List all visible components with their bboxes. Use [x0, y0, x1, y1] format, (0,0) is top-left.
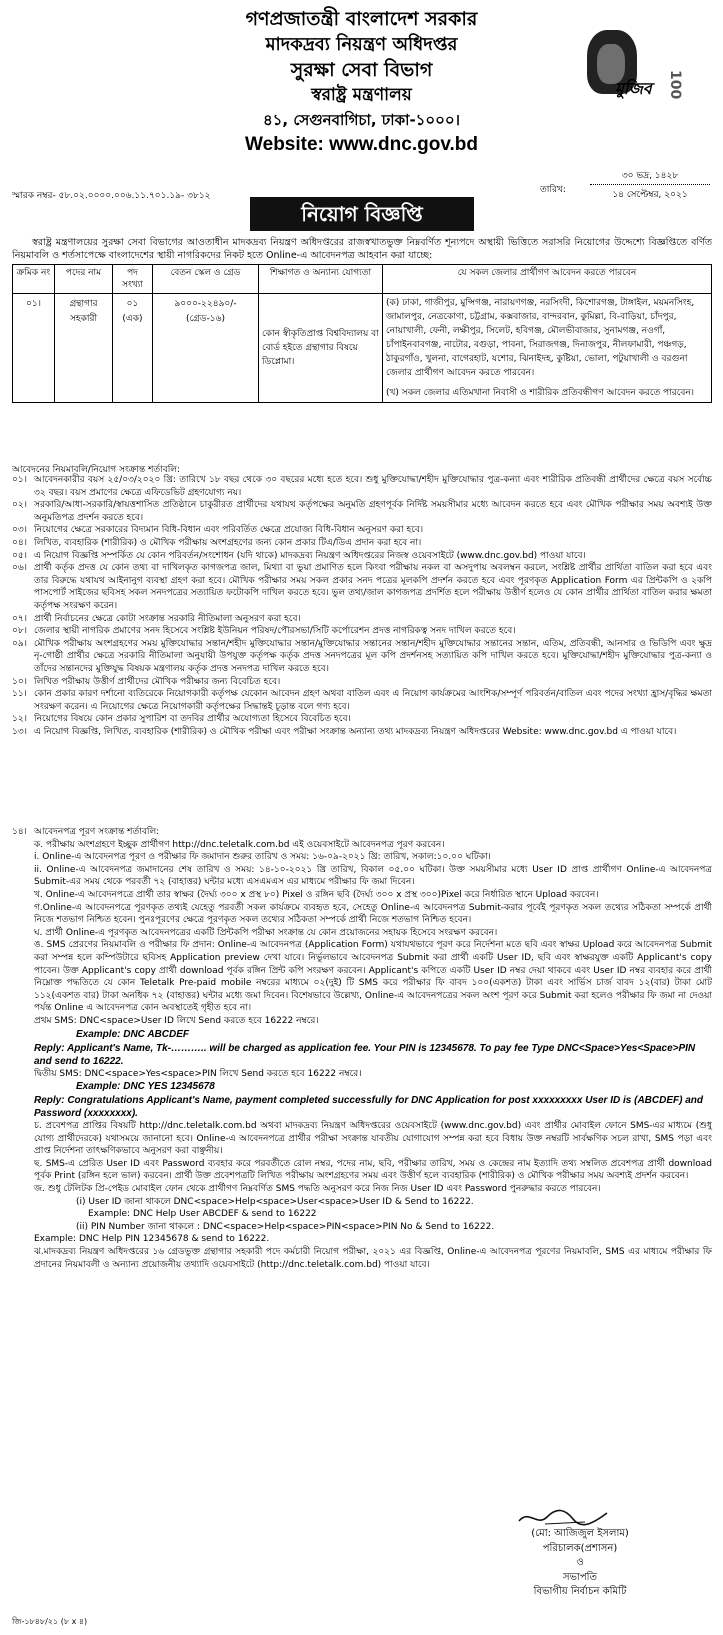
col-post: পদের নাম — [55, 265, 113, 294]
cell-serial: ০১। — [13, 294, 55, 403]
rule-item — [12, 625, 712, 638]
table-header-row — [13, 265, 712, 294]
reply-2: Reply: Congratulations Applicant's Name, payment completed successfully for DNC Application for post xxxxxxxxx User ID is (ABCDEF) and Password (xxxxxxxx). — [34, 1095, 704, 1120]
rule-item — [12, 550, 712, 563]
cell-post: গ্রন্থাগার সহকারী — [55, 294, 113, 403]
mujib-100-logo — [575, 30, 693, 112]
signatory-and: ও — [576, 1557, 584, 1568]
rule-number: ০১। — [12, 475, 27, 485]
rule-text: মৌখিক পরীক্ষায় অংশগ্রহণের সময় মুক্তিযোদ্ধার সন্তান/শহীদ মুক্তিযোদ্ধার সন্তান/মুক্তিযোদ্ধার সন্তানের সন্তান/শহীদ মুক্তিযোদ্ধার সন্তানের সন্তান, এতিম, প্রতিবন্ধী, আনসার ও ভিডিপি এবং ক্ষুদ্র নৃ-গোষ্ঠী প্রার্থীর ক্ষেত্রে সরকারি নীতিমালা অনুযায়ী উপযুক্ত কর্তৃপক্ষ কর্তৃক প্রদত্ত সনদপত্রের মূল কপি প্রদর্শনসহ সত্যায়িত কপি দাখিল করতে হবে। মুক্তিযোদ্ধা/শহীদ মুক্তিযোদ্ধার পুত্র-কন্যা ও তাঁদের সন্তানদের মুক্তিযুদ্ধ বিষয়ক মন্ত্রণালয় কর্তৃক প্রদত্ত সনদপত্র দাখিল করতে হবে। — [34, 638, 712, 674]
recovery-pin: (ii) PIN Number জানা থাকলে : DNC<space>Help<space>PIN<space>PIN No & Send to 16222. — [76, 1221, 495, 1232]
example-1: Example: DNC ABCDEF — [76, 1028, 189, 1040]
rule-item — [12, 726, 712, 739]
address: ৪১, সেগুনবাগিচা, ঢাকা-১০০০। — [262, 111, 461, 129]
instruction-ja: জ. শুধু টেলিটক প্রি-পেইড মোবাইল ফোন থেকে প্রার্থীগণ নিম্নবর্ণিত SMS পদ্ধতি অনুসরণ করে নিজ নিজ User ID এবং Password পুনরুদ্ধার করতে পারবেন। — [34, 1184, 601, 1195]
instruction-chha: ছ. SMS-এ প্রেরিত User ID এবং Password ব্যবহার করে পরবর্তীতে রোল নম্বর, পদের নাম, ছবি, পরীক্ষার তারিখ, সময় ও কেন্দ্রের নাম ইত্যাদি তথ্য সম্বলিত প্রবেশপত্র প্রার্থী download পূর্বক Print (রঙ্গিন হলে ভাল) করবেন। প্রার্থী উক্ত প্রবেশপত্রটি লিখিত পরীক্ষায় অংশগ্রহণের সময় এবং উত্তীর্ণ হলে ব্যবহারিক (শারীরিক) ও মৌখিক পরীক্ষার সময় অবশ্যই প্রদর্শন করবেন। — [34, 1158, 712, 1182]
ministry-name: স্বরাষ্ট্র মন্ত্রণালয় — [311, 85, 412, 105]
rule-text: নিয়োগের ক্ষেত্রে সরকারের বিদ্যমান বিধি-বিধান এবং পরিবর্তিত ক্ষেত্রে প্রযোজ্য বিধি-বিধান অনুসরণ করা হবে। — [34, 525, 424, 536]
rule-item — [12, 562, 712, 612]
print-code: জি-১৮৪৮/২১ (৮ x ৪) — [12, 1617, 88, 1626]
rule-text: প্রার্থী নির্বাচনের ক্ষেত্রে কোটা সংক্রান্ত সরকারি নীতিমালা অনুসরণ করা হবে। — [34, 613, 301, 624]
instruction-ka: ক. পরীক্ষায় অংশগ্রহণে ইচ্ছুক প্রার্থীগণ http://dnc.teletalk.com.bd এই ওয়েবসাইটে আবেদনপত্র পূরণ করবেন। — [34, 839, 445, 850]
rule-number: ১৪। — [12, 827, 27, 837]
cell-districts — [383, 294, 712, 403]
application-instructions — [12, 826, 712, 1271]
website: Website: www.dnc.gov.bd — [245, 134, 478, 155]
signature-mark — [515, 1505, 611, 1529]
rule-number: ০২। — [12, 500, 27, 511]
signatory-name: (মো: আজিজুল ইসলাম) — [531, 1528, 629, 1539]
date-label: তারিখ: — [540, 185, 566, 195]
recovery-user-id-example: Example: DNC Help User ABCDEF & send to 16222 — [88, 1209, 317, 1220]
rule-item — [12, 537, 712, 550]
intro-paragraph: স্বরাষ্ট্র মন্ত্রণালয়ের সুরক্ষা সেবা বিভাগের আওতাধীন মাদকদ্রব্য নিয়ন্ত্রণ অধিদপ্তরের রাজস্বখাতভুক্ত নিম্নবর্ণিত শূন্যপদে অস্থায়ী ভিত্তিতে সরাসরি নিয়োগের উদ্দেশ্যে বিজ্ঞপ্তিতে বর্ণিত নিয়মাবলি ও শর্তসাপেক্ষে বাংলাদেশের স্থায়ী নাগরিকদের নিকট হতে Online-এ আবেদনপত্র আহবান করা যাচ্ছে: — [12, 237, 712, 261]
sec14-heading-row — [12, 826, 712, 839]
rule-item — [12, 688, 712, 713]
signatory-designation: পরিচালক(প্রশাসন) — [542, 1542, 618, 1554]
rule-text: জেলার স্থায়ী নাগরিক প্রমাণের সনদ হিসেবে সংশ্লিষ্ট ইউনিয়ন পরিষদ/পৌরসভা/সিটি কর্পোরেশন প্রদত্ত নাগরিকত্ব সনদ দাখিল করতে হবে। — [34, 626, 516, 637]
date-english: ১৪ সেপ্টেম্বর, ২০২১ — [612, 190, 688, 200]
instruction-i: i. Online-এ আবেদনপত্র পূরণ ও পরীক্ষার ফি জমাদান শুরুর তারিখ ও সময়: ১৬-০৯-২০২১ খ্রি: তারিখ, সকাল:১০.০০ ঘটিকা। — [34, 852, 491, 863]
rule-item — [12, 499, 712, 524]
rule-number: ১১। — [12, 689, 27, 700]
rule-number: ১২। — [12, 714, 27, 725]
notice-title: নিয়োগ বিজ্ঞপ্তি — [250, 197, 474, 231]
col-serial: ক্রমিক নং — [13, 265, 55, 294]
logo-hundred: 100 — [667, 70, 683, 100]
rule-item — [12, 613, 712, 626]
rule-number: ০৫। — [12, 550, 27, 561]
rule-number: ০৭। — [12, 613, 27, 624]
post-table — [12, 264, 712, 403]
col-districts: যে সকল জেলার প্রার্থীগণ আবেদন করতে পারবেন — [383, 265, 712, 294]
rule-text: আবেদনকারীর বয়স ২৫/০৩/২০২০ খ্রি: তারিখে ১৮ বছর থেকে ৩০ বছরের মধ্যে হতে হবে। শুধু মুক্তিযোদ্ধা/শহীদ মুক্তিযোদ্ধার পুত্র-কন্যা এবং শারীরিক প্রতিবন্ধী প্রার্থীদের ক্ষেত্রে বয়স সর্বোচ্চ ৩২ বছর। বয়স প্রমাণের ক্ষেত্রে এফিডেভিট গ্রহণযোগ্য নয়। — [34, 475, 712, 498]
rule-text: সরকারি/আধা-সরকারি/স্বায়ত্তশাসিত প্রতিষ্ঠানে চাকুরীরত প্রার্থীদের যথাযথ কর্তৃপক্ষের অনুমতি গ্রহণপূর্বক নির্দিষ্ট সময়সীমার মধ্যে আবেদন করতে হবে এবং মৌখিক পরীক্ষার সময় অবশ্যই উক্ত অনুমতিপত্র প্রদর্শন করতে হবে। — [34, 500, 712, 523]
rule-item — [12, 676, 712, 689]
table-row — [13, 294, 712, 403]
instruction-jha: ঝ.মাদকদ্রব্য নিয়ন্ত্রণ অধিদপ্তরের ১৬ গ্রেডভুক্ত গ্রন্থাগার সহকারী পদে কর্মচারী নিয়োগ পরীক্ষা, ২০২১ এর বিজ্ঞপ্তি, Online-এ আবেদনপত্র পূরণের নিয়মাবলি, SMS এর মাধ্যমে পরীক্ষার ফি প্রদানের নিয়মাবলী ও অন্যান্য প্রয়োজনীয় তথ্যাদি ওয়েবসাইটে (http://dnc.teletalk.com.bd) পাওয়া যাবে। — [34, 1247, 712, 1270]
instruction-ii: ii. Online-এ আবেদনপত্র জমাদানের শেষ তারিখ ও সময়: ১৪-১০-২০২১ খ্রি তারিখ, বিকাল ০৫.০০ ঘটিকা। উক্ত সময়সীমার মধ্যে User ID প্রাপ্ত প্রার্থীগণ Online-এ আবেদনপত্র Submit-এর সময় থেকে পরবর্তী ৭২ (বাহাত্তর) ঘন্টার মধ্যে এসএমএস এর মাধ্যমে পরীক্ষার ফি জমা দিবেন। — [34, 864, 712, 888]
example-2: Example: DNC YES 12345678 — [76, 1081, 215, 1093]
signatory-committee: বিভাগীয় নির্বাচন কমিটি — [533, 1586, 627, 1597]
sec14-heading: আবেদনপত্র পূরণ সংক্রান্ত শর্তাবলি: — [34, 827, 160, 837]
rule-number: ০৩। — [12, 525, 27, 536]
rule-text: লিখিত, ব্যবহারিক (শারীরিক) ও মৌখিক পরীক্ষায় অংশগ্রহণের জন্য কোন প্রকার টিএ/ডিএ প্রদান করা হবে না। — [34, 537, 422, 548]
memo-number: স্মারক নম্বর- ৫৮.০২.০০০০.০০৬.১১.৭০১.১৯- ৩৮১২ — [12, 191, 211, 201]
rule-text: লিখিত পরীক্ষায় উত্তীর্ণ প্রার্থীদের মৌখিক পরীক্ষার জন্য বিবেচিত হবে। — [34, 676, 281, 687]
rule-text: এ নিয়োগ বিজ্ঞপ্তি সম্পর্কিত যে কোন পরিবর্তন/সংশোধন (যদি থাকে) মাদকদ্রব্য নিয়ন্ত্রণ অধিদপ্তরের নিজস্ব ওয়েবসাইটে (www.dnc.gov.bd) পাওয়া যাবে। — [34, 550, 586, 561]
rule-text: প্রার্থী কর্তৃক প্রদত্ত যে কোন তথ্য বা দাখিলকৃত কাগজপত্র জাল, মিথ্যা বা ভুয়া প্রমাণিত হলে কিংবা পরীক্ষায় নকল বা অসদুপায় অবলম্বন করলে, সংশ্লিষ্ট প্রার্থীর প্রার্থিতা বাতিল করা হবে এবং তার বিরুদ্ধে যথাযথ আইনানুগ ব্যবস্থা গ্রহণ করা হবে। মৌখিক পরীক্ষার সময় সকল প্রকার সনদ পত্রের মূলকপি প্রদর্শন করতে হবে এবং পূরণকৃত Application Form এর প্রিন্টকপি ও ২কপি পাসপোর্ট সাইজের ছবিসহ সকল সনদপত্রের সত্যায়িত ফটোকপি দাখিল করতে হবে। ভুল তথ্য/জাল কাগজপত্র প্রদর্শিত হলে পরীক্ষায় উত্তীর্ণ হলেও যে কোন প্রার্থীর প্রার্থিতা বাতিল করার ক্ষমতা কর্তৃপক্ষ সংরক্ষণ করেন। — [34, 563, 712, 611]
instruction-umo: ঙ. SMS প্রেরণের নিয়মাবলি ও পরীক্ষার ফি প্রদান: Online-এ আবেদনপত্র (Application Form) যথাযথভাবে পূরণ করে নির্দেশনা মতে ছবি এবং স্বাক্ষর Upload করে আবেদনপত্র Submit করা সম্পন্ন হলে কম্পিউটারে ছবিসহ Application preview দেখা যাবে। নির্ভুলভাবে আবেদনপত্র Submit করা প্রার্থী একটি User ID, ছবি এবং স্বাক্ষরযুক্ত একটি Applicant's copy পাবেন। উক্ত Applicant's copy প্রার্থী download পূর্বক রঙ্গিন প্রিন্ট কপি সংরক্ষণ করবেন। Applicant's কপিতে একটি User ID নম্বর দেয়া থাকবে এবং User ID নম্বর ব্যবহার করে প্রার্থী নিম্নোক্ত পদ্ধতিতে যে কোন Teletalk Pre-paid mobile নম্বরের মাধ্যমে ০২(দুই) টি SMS করে পরীক্ষার ফি বাবদ ১০০(একশত) টাকা এবং সার্ভিস চার্জ বাবদ ১২(বার) টাকা মোট ১১২(একশত বার) টাকা অনধিক ৭২ (বাহাত্তর) ঘন্টার মধ্যে জমা দিবেন। বিশেষভাবে উল্লেখ্য, Online-এ আবেদনপত্রের সকল অংশ পূরণ করে Submit করা হলেও পরীক্ষার ফি জমা না দেওয়া পর্যন্ত Online এ আবেদনপত্র কোন অবস্থাতেই গৃহীত হবে না। — [34, 940, 712, 1014]
instruction-cha: চ. প্রবেশপত্র প্রাপ্তির বিষয়টি http://dnc.teletalk.com.bd অথবা মাদকদ্রব্য নিয়ন্ত্রণ অধিদপ্তরের ওয়েবসাইটে (www.dnc.gov.bd) এবং প্রার্থীর মোবাইল ফোনে SMS-এর মাধ্যমে (শুধু যোগ্য প্রার্থীদেরকে) যথাসময়ে জানানো হবে। Online-এ আবেদনপত্রে প্রার্থীর পরীক্ষা সংক্রান্ত যাবতীয় যোগাযোগ সম্পন্ন করা হবে বিধায় উক্ত নম্বরটি সার্বক্ষণিক সচল রাখা, SMS পড়া এবং প্রাপ্ত নির্দেশনা তাৎক্ষণিকভাবে অনুসরণ করা বাঞ্ছনীয়। — [34, 1121, 712, 1157]
division-name: সুরক্ষা সেবা বিভাগ — [290, 59, 433, 81]
logo-wordmark: মুজিব — [615, 79, 652, 98]
rules-heading: আবেদনের নিয়মাবলি/নিয়োগ সংক্রান্ত শর্তাবলি: — [12, 465, 181, 475]
date-bangla: ৩০ ভদ্র, ১৪২৮ — [590, 168, 710, 185]
rule-number: ০৯। — [12, 638, 27, 649]
sms-first: প্রথম SMS: DNC<space>User ID লিখে Send করতে হবে 16222 নম্বরে। — [34, 1015, 319, 1026]
cell-scale: ৯০০০-২২৪৯০/- (গ্রেড-১৬) — [153, 294, 259, 403]
instruction-ga: গ.Online-এ আবেদনপত্রে পূরণকৃত তথ্যই যেহেতু পরবর্তী সকল কার্যক্রমে ব্যবহৃত হবে, সেহেতু Online-এ আবেদনপত্র Submit-করার পূর্বেই পূরণকৃত সকল তথ্যের সঠিকতা সম্পর্কে প্রার্থী নিজে শতভাগ নিশ্চিত হবেন। পুনঃপূরণের ক্ষেত্রে পূরণকৃত সকল তথ্যের সঠিকতা সম্পর্কে প্রার্থী নিজে শতভাগ নিশ্চিত হবেন। — [34, 902, 712, 926]
cell-count: ০১ (এক) — [113, 294, 153, 403]
rule-item — [12, 474, 712, 499]
col-count: পদ সংখ্যা — [113, 265, 153, 294]
rule-number: ০৬। — [12, 563, 27, 574]
cell-qualification: কোন স্বীকৃতিপ্রাপ্ত বিশ্ববিদ্যালয় বা বোর্ড হইতে গ্রন্থাগার বিষয়ে ডিপ্লোমা। — [259, 294, 383, 403]
col-scale: বেতন স্কেল ও গ্রেড — [153, 265, 259, 294]
signatory-role: সভাপতি — [562, 1571, 598, 1583]
govt-name: গণপ্রজাতন্ত্রী বাংলাদেশ সরকার — [245, 8, 478, 30]
rule-number: ০৮। — [12, 626, 27, 637]
rules-list — [12, 474, 712, 738]
rule-item — [12, 638, 712, 676]
districts-ka: (ক) ঢাকা, গাজীপুর, মুন্সিগঞ্জ, নারায়ণগঞ্জ, নরসিংদী, কিশোরগঞ্জ, টাঙ্গাইল, ময়মনসিংহ, জামালপুর, নেত্রকোণা, চট্টগ্রাম, কক্সবাজার, বান্দরবান, কুমিল্লা, বি-বাড়িয়া, চাঁদপুর, নোয়াখালী, ফেনী, লক্ষীপুর, সিলেট, হবিগঞ্জ, মৌলভীবাজার, সুনামগঞ্জ, নওগাঁ, চাঁপাইনবাবগঞ্জ, নাটোর, বগুড়া, পাবনা, সিরাজগঞ্জ, দিনাজপুর, নীলফামারী, পঞ্চগড়, ঠাকুরগাঁও, খুলনা, বাগেরহাট, যশোর, ঝিনাইদহ, কুষ্টিয়া, ভোলা, পটুয়াখালী ও বরগুনা জেলার প্রার্থীগণ আবেদন করতে পারবেন। — [386, 298, 695, 378]
rule-item — [12, 713, 712, 726]
reply-1: Reply: Applicant's Name, Tk-……….. will be charged as application fee. Your PIN is 12345678. To pay fee Type DNC<Space>Yes<Space>PIN and send to 16222. — [34, 1042, 696, 1067]
instruction-gha: ঘ. প্রার্থী Online-এ পূরণকৃত আবেদনপত্রের একটি প্রিন্টকপি পরীক্ষা সংক্রান্ত যে কোন প্রয়োজনের সহায়ক হিসেবে সংরক্ষণ করবেন। — [34, 927, 498, 938]
rule-text: কোন প্রকার কারণ দর্শানো ব্যতিরেকে নিয়োগকারী কর্তৃপক্ষ যেকোন আবেদন গ্রহণ অথবা বাতিল এবং এ নিয়োগ কার্যক্রমের আংশিক/সম্পূর্ণ পরিবর্তন/বাতিল এবং পদের সংখ্যা হ্রাস/বৃদ্ধির ক্ষমতা সংরক্ষণ করেন। এ নিয়োগের ক্ষেত্রে নিয়োগকারী কর্তৃপক্ষের সিদ্ধান্তই চূড়ান্ত বলে গণ্য হবে। — [34, 689, 712, 712]
rule-item — [12, 524, 712, 537]
districts-kha: (খ) সকল জেলার এতিমখানা নিবাসী ও শারীরিক প্রতিবন্ধীগণ আবেদন করতে পারবেন। — [386, 388, 694, 398]
rule-text: নিয়োগের বিষয়ে কোন প্রকার সুপারিশ বা তদবির প্রার্থীর অযোগ্যতা হিসেবে বিবেচিত হবে। — [34, 714, 351, 725]
date-block — [590, 168, 710, 202]
dept-name: মাদকদ্রব্য নিয়ন্ত্রণ অধিদপ্তর — [265, 34, 458, 55]
rule-number: ০৪। — [12, 537, 27, 548]
rule-number: ১৩। — [12, 726, 27, 737]
rule-number: ১০। — [12, 676, 27, 687]
recovery-user-id: (i) User ID জানা থাকলে DNC<space>Help<space>User<space>User ID & Send to 16222. — [76, 1196, 474, 1207]
rule-text: এ নিয়োগ বিজ্ঞপ্তি, লিখিত, ব্যবহারিক (শারীরিক) ও মৌখিক পরীক্ষা এবং পরীক্ষা সংক্রান্ত অন্যান্য তথ্য মাদকদ্রব্য নিয়ন্ত্রণ অধিদপ্তরের Website: www.dnc.gov.bd এ পাওয়া যাবে। — [34, 726, 677, 737]
recovery-pin-example: Example: DNC Help PIN 12345678 & send to 16222. — [34, 1234, 270, 1245]
signature-block — [490, 1527, 670, 1600]
col-qualification: শিক্ষাগত ও অন্যান্য যোগ্যতা — [259, 265, 383, 294]
sms-second: দ্বিতীয় SMS: DNC<space>Yes<space>PIN লিখে Send করতে হবে 16222 নম্বরে। — [34, 1068, 362, 1079]
instruction-kha: খ. Online-এ আবেদনপত্রে প্রার্থী তার স্বাক্ষর (দৈর্ঘ্য ৩০০ x প্রস্থ ৮০) Pixel ও রঙ্গিন ছবি (দৈর্ঘ্য ৩০০ x প্রস্থ ৩০০)Pixel করে নির্ধারিত স্থানে Upload করবেন। — [34, 889, 599, 900]
